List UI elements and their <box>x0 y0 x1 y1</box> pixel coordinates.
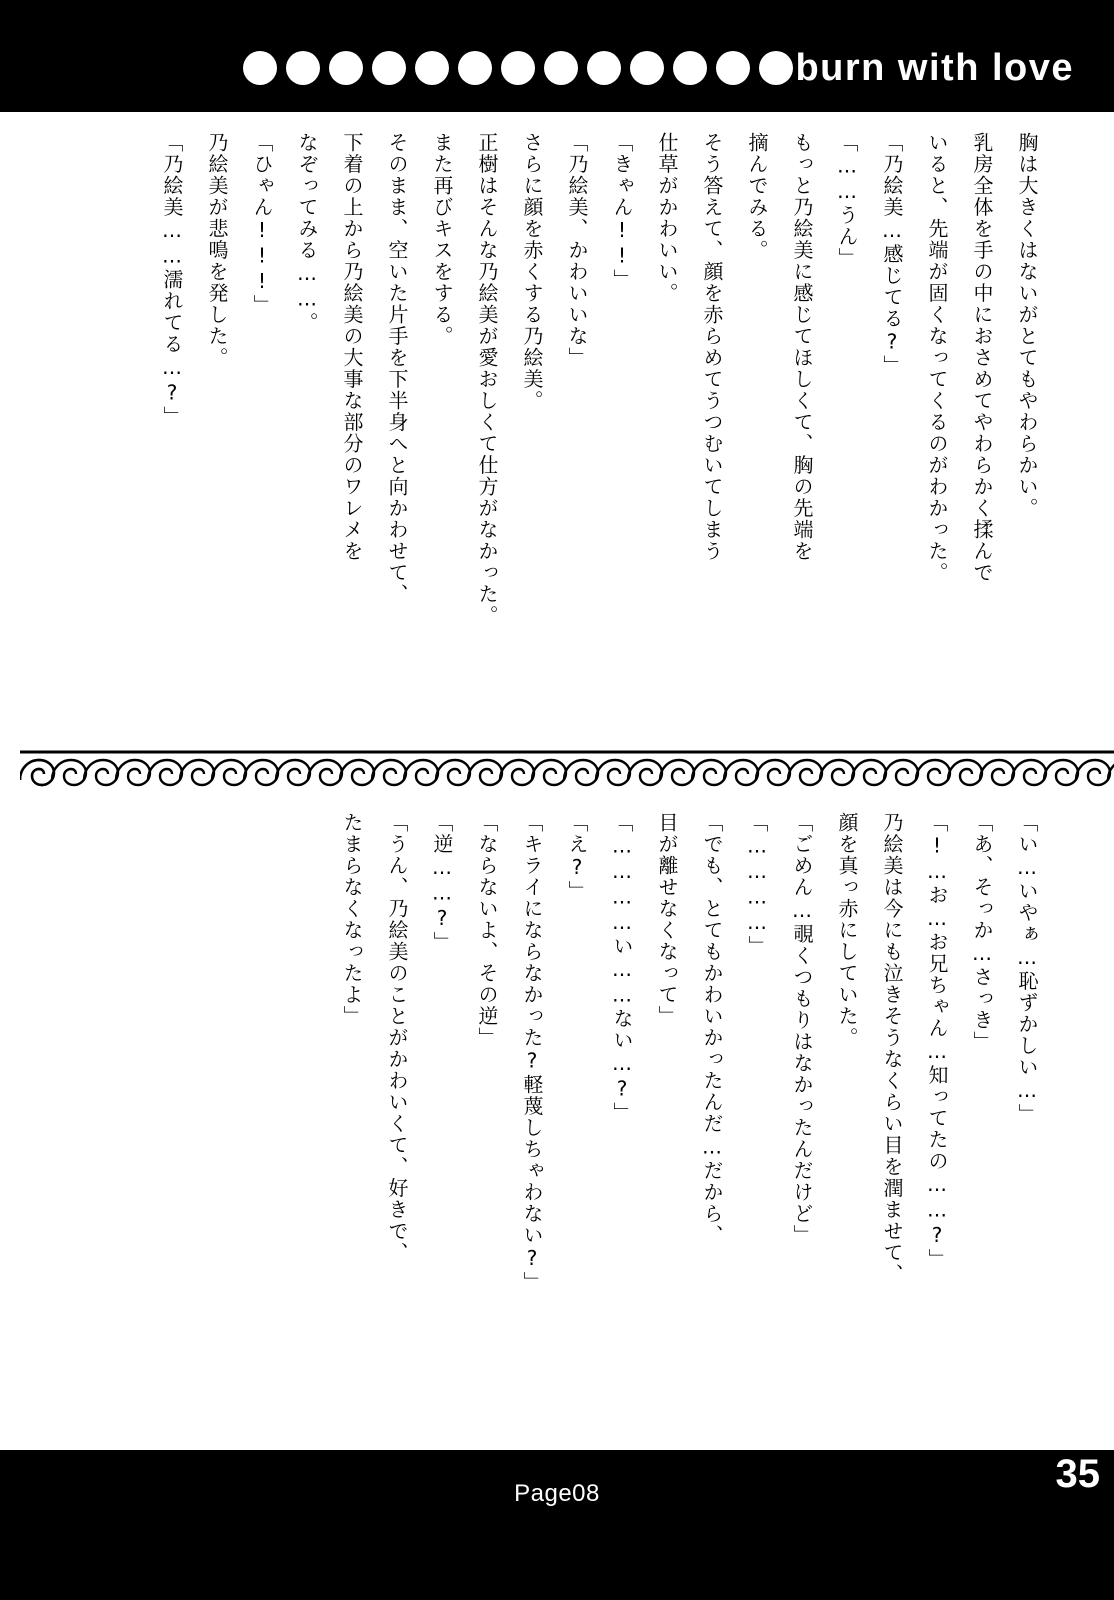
story-line: 「乃絵美…感じてる?」 <box>880 132 904 377</box>
header-dot-icon <box>716 51 750 85</box>
header-dot-icon <box>372 51 406 85</box>
story-line: 乃絵美は今にも泣きそうなくらい目を潤ませて、 <box>880 812 904 1285</box>
header-dot-icon <box>329 51 363 85</box>
wave-scroll-ornament <box>20 750 1114 796</box>
story-line: 「うん、乃絵美のことがかわいくて、好きで、 <box>385 812 409 1264</box>
story-line: 「逆……?」 <box>430 812 454 953</box>
header-dot-icon <box>415 51 449 85</box>
story-line: 「あ、そっか…さっき」 <box>970 812 994 1053</box>
story-line: たまらなくなったよ」 <box>340 812 364 1027</box>
story-line: 摘んでみる。 <box>745 132 769 261</box>
story-line: また再びキスをする。 <box>430 132 454 347</box>
header-dot-row <box>243 51 793 85</box>
story-line: 「ひゃん!!!」 <box>250 132 274 316</box>
story-line: 目が離せなくなって」 <box>655 812 679 1027</box>
story-line: 仕草がかわいい。 <box>655 132 679 304</box>
header-inner <box>0 38 1114 98</box>
story-line: 「!…お…お兄ちゃん…知ってたの……?」 <box>925 812 949 1270</box>
story-line: さらに顔を赤くする乃絵美。 <box>520 132 544 412</box>
story-line: 乳房全体を手の中におさめてやわらかく揉んで <box>970 132 994 584</box>
footer-band <box>0 1450 1114 1600</box>
header-dot-icon <box>673 51 707 85</box>
header-dot-icon <box>243 51 277 85</box>
story-section-bottom <box>70 812 1044 1412</box>
header-dot-icon <box>759 51 793 85</box>
story-line: もっと乃絵美に感じてほしくて、胸の先端を <box>790 132 814 562</box>
story-line: 「…………」 <box>745 812 769 957</box>
story-line: そのまま、空いた片手を下半身へと向かわせて、 <box>385 132 409 605</box>
story-line: 「キライにならなかった?軽蔑しちゃわない?」 <box>520 812 544 1293</box>
story-line: いると、先端が固くなってくるのがわかった。 <box>925 132 949 584</box>
header-dot-icon <box>286 51 320 85</box>
story-line: 「……うん」 <box>835 132 859 269</box>
header-dot-icon <box>501 51 535 85</box>
header-dot-icon <box>587 51 621 85</box>
story-line: 「い…いやぁ…恥ずかしい…」 <box>1015 812 1039 1125</box>
story-line: そう答えて、顔を赤らめてうつむいてしまう <box>700 132 724 562</box>
story-line: 「ならないよ、その逆」 <box>475 812 499 1049</box>
story-line: 正樹はそんな乃絵美が愛おしくて仕方がなかった。 <box>475 132 499 627</box>
story-line: 顔を真っ赤にしていた。 <box>835 812 859 1049</box>
story-line: 胸は大きくはないがとてもやわらかい。 <box>1015 132 1039 519</box>
content-frame <box>10 112 1104 1450</box>
story-line: 「きゃん!!」 <box>610 132 634 291</box>
story-line: 「ごめん…覗くつもりはなかったんだけど」 <box>790 812 814 1246</box>
page-title: burn with love <box>795 47 1074 89</box>
story-line: 「…………い……ない…?」 <box>610 812 634 1124</box>
story-line: 下着の上から乃絵美の大事な部分のワレメを <box>340 132 364 562</box>
header-dot-icon <box>630 51 664 85</box>
page-number: 35 <box>1055 1452 1100 1496</box>
story-line: 「乃絵美、かわいいな」 <box>565 132 589 369</box>
story-line: 「え?」 <box>565 812 589 902</box>
header-dot-icon <box>544 51 578 85</box>
header-dot-icon <box>458 51 492 85</box>
story-line: なぞってみる……。 <box>295 132 319 334</box>
story-line: 「でも、とてもかわいかったんだ…だから、 <box>700 812 724 1246</box>
story-line: 乃絵美が悲鳴を発した。 <box>205 132 229 369</box>
story-section-top <box>70 132 1044 732</box>
header-band <box>0 0 1114 112</box>
story-line: 「乃絵美……濡れてる…?」 <box>160 132 184 428</box>
page-label: Page08 <box>514 1480 600 1507</box>
